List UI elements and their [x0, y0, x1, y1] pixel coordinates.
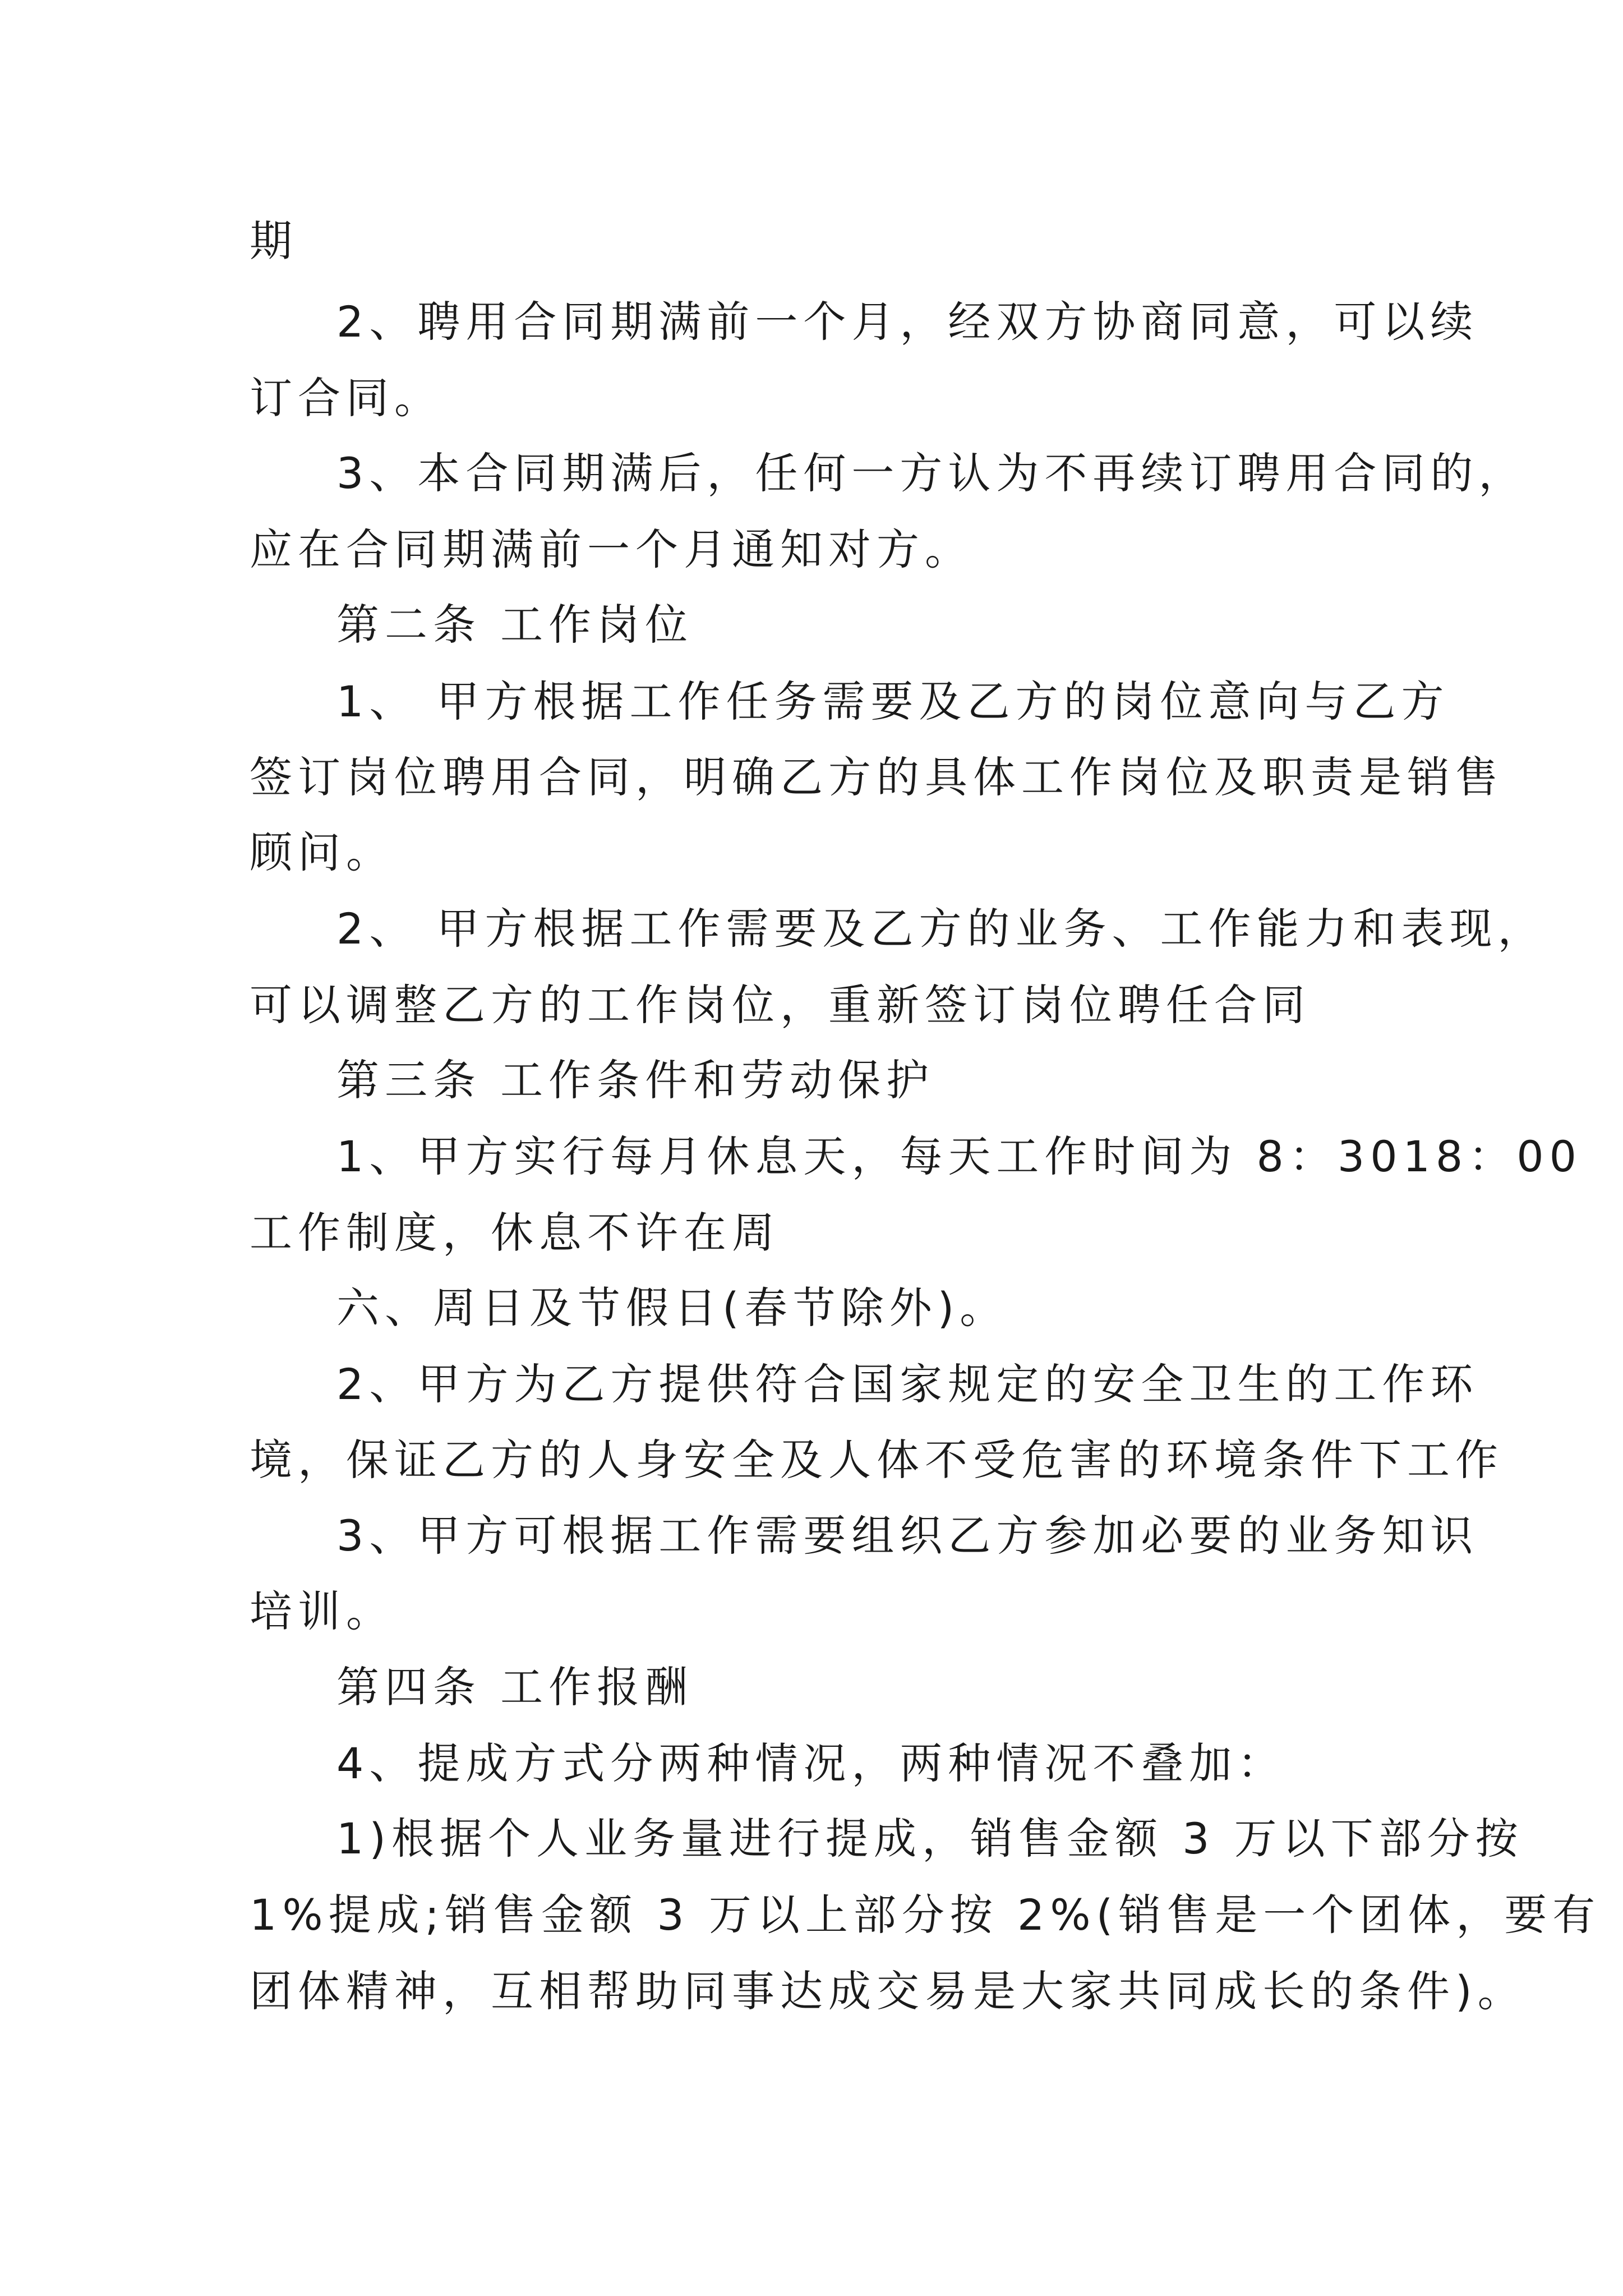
text-line: 境，保证乙方的人身安全及人体不受危害的环境条件下工作 [250, 1435, 1504, 1485]
text-line: 订合同。 [250, 373, 442, 423]
text-line: 期 [250, 216, 298, 266]
text-line: 培训。 [250, 1586, 394, 1636]
text-line: 1)根据个人业务量进行提成，销售金额 3 万以下部分按 [336, 1814, 1524, 1864]
text-line: 工作制度，休息不许在周 [250, 1208, 780, 1258]
text-line: 可以调整乙方的工作岗位，重新签订岗位聘任合同 [250, 980, 1311, 1030]
section-heading: 第三条 工作条件和劳动保护 [336, 1055, 935, 1105]
text-line: 3、甲方可根据工作需要组织乙方参加必要的业务知识 [336, 1511, 1479, 1561]
text-line: 顾问。 [250, 827, 394, 877]
text-line: 签订岗位聘用合同，明确乙方的具体工作岗位及职责是销售 [250, 752, 1504, 802]
text-line: 团体精神，互相帮助同事达成交易是大家共同成长的条件)。 [250, 1966, 1526, 2016]
text-line: 2、甲方为乙方提供符合国家规定的安全卫生的工作环 [336, 1359, 1479, 1409]
text-line: 2、聘用合同期满前一个月，经双方协商同意，可以续 [336, 297, 1479, 347]
text-line: 应在合同期满前一个月通知对方。 [250, 524, 973, 574]
text-line: 4、提成方式分两种情况，两种情况不叠加： [336, 1738, 1286, 1788]
section-heading: 第二条 工作岗位 [336, 600, 694, 650]
text-line: 1、 甲方根据工作任务需要及乙方的岗位意向与乙方 [336, 677, 1450, 726]
text-line: 2、 甲方根据工作需要及乙方的业务、工作能力和表现， [336, 904, 1546, 954]
text-line: 1%提成;销售金额 3 万以上部分按 2%(销售是一个团体，要有 [250, 1890, 1601, 1940]
text-line: 3、本合同期满后，任何一方认为不再续订聘用合同的， [336, 448, 1527, 498]
text-line: 1、甲方实行每月休息天，每天工作时间为 8：3018：00 [336, 1131, 1582, 1181]
section-heading: 第四条 工作报酬 [336, 1662, 694, 1712]
text-line: 六、周日及节假日(春节除外)。 [336, 1283, 1008, 1333]
